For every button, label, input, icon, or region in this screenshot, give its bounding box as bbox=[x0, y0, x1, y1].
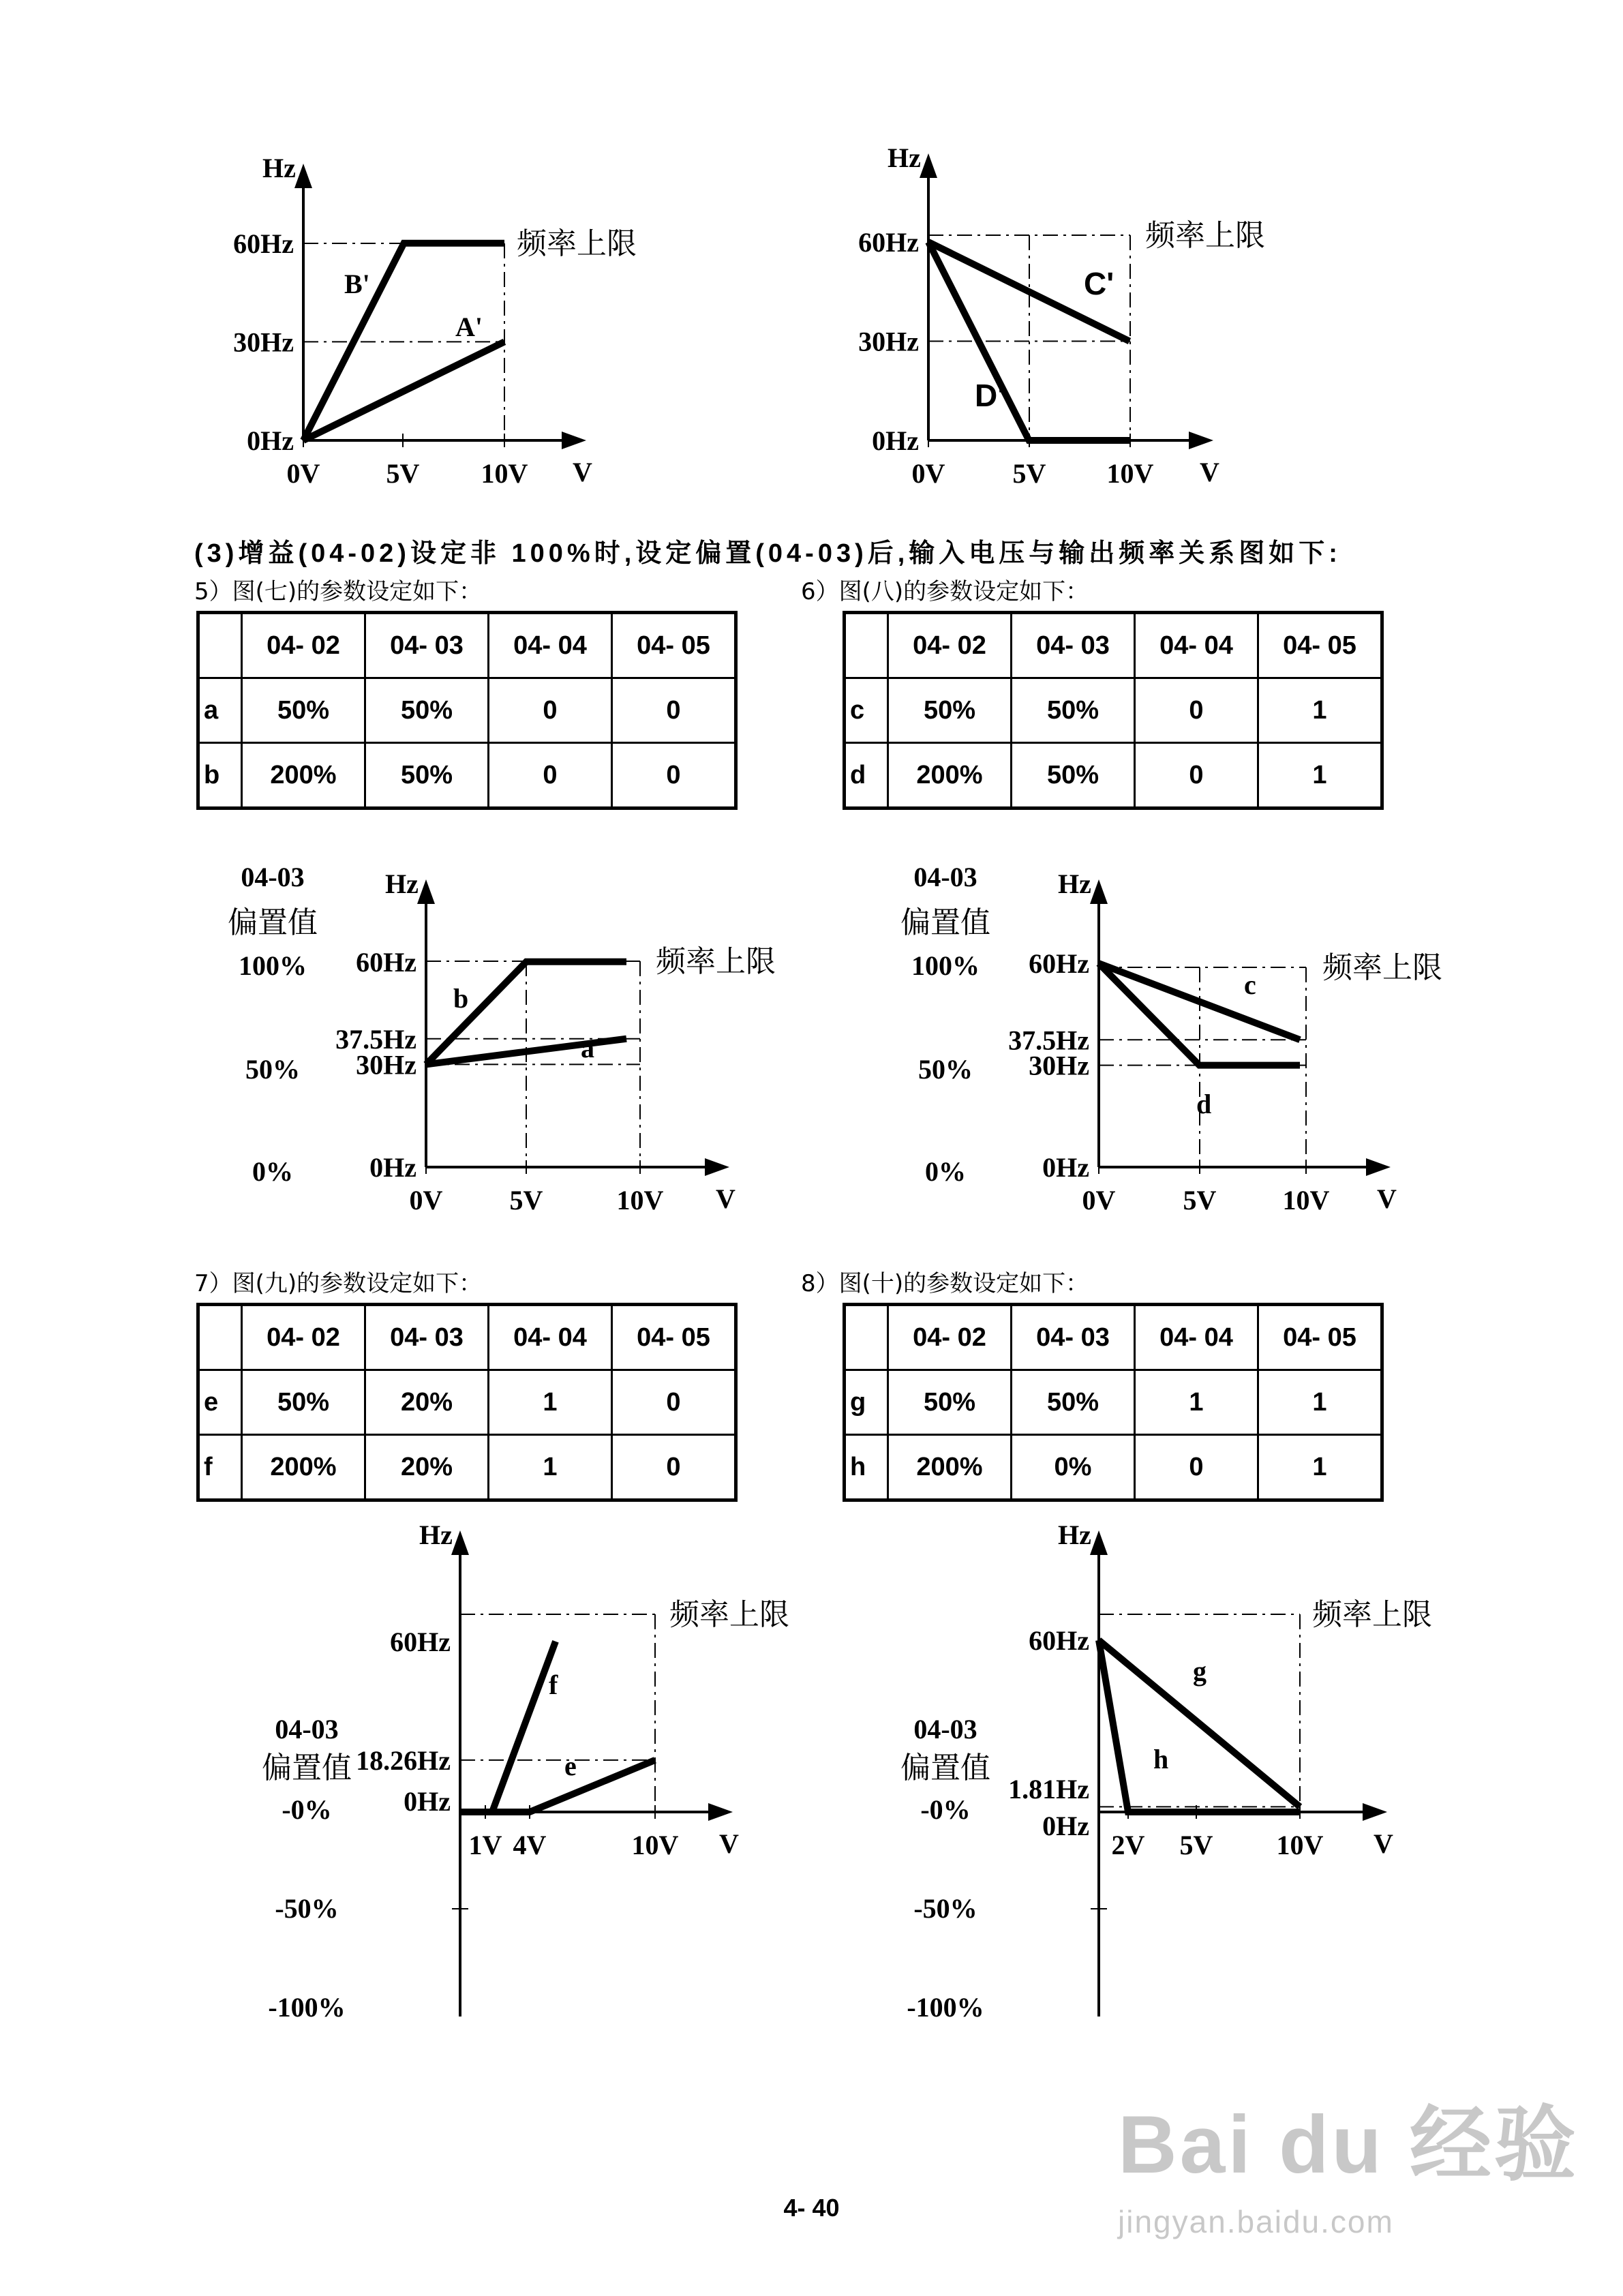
x-tick-label: 10V bbox=[1106, 458, 1154, 489]
table-header-cell: 04- 03 bbox=[1012, 613, 1135, 678]
y-tick-label: 1.81Hz bbox=[1008, 1774, 1089, 1804]
table-cell: 50% bbox=[888, 1370, 1012, 1435]
table-cell: 1 bbox=[489, 1370, 612, 1435]
x-tick-label: 0V bbox=[1082, 1185, 1116, 1215]
x-tick-label: 5V bbox=[386, 458, 420, 489]
series-label: a bbox=[581, 1033, 594, 1063]
table-cell: 1 bbox=[1258, 743, 1382, 809]
table-cell: 20% bbox=[365, 1370, 489, 1435]
bias-title-label: 偏置值 bbox=[900, 905, 990, 940]
y-tick-label: 30Hz bbox=[356, 1049, 416, 1081]
series-label: A' bbox=[455, 312, 483, 342]
bias-title-param: 04-03 bbox=[913, 862, 977, 892]
table-header-cell: 04- 04 bbox=[489, 613, 612, 678]
y-tick-label: 0Hz bbox=[872, 425, 919, 456]
series-label: C' bbox=[1084, 266, 1114, 301]
x-axis-arrow bbox=[1189, 432, 1213, 449]
table-header-cell: 04- 03 bbox=[1012, 1305, 1135, 1370]
table-cell: 0 bbox=[489, 678, 612, 743]
bias-tick-label: -0% bbox=[920, 1794, 971, 1825]
y-axis-arrow bbox=[417, 879, 435, 904]
table-cell: 0 bbox=[1135, 1435, 1258, 1500]
bias-title-param: 04-03 bbox=[913, 1714, 977, 1744]
bias-tick-label: -0% bbox=[282, 1794, 332, 1825]
x-tick-label: 10V bbox=[616, 1185, 664, 1215]
y-axis-label: Hz bbox=[385, 868, 419, 899]
table-cell: 50% bbox=[365, 743, 489, 809]
baidu-watermark bbox=[1118, 2079, 1579, 2240]
y-axis-label: Hz bbox=[419, 1520, 453, 1550]
y-tick-label: 0Hz bbox=[369, 1152, 416, 1183]
table-cell: 200% bbox=[888, 743, 1012, 809]
table-header-cell: 04- 05 bbox=[612, 1305, 736, 1370]
series-label: d bbox=[1196, 1089, 1212, 1119]
table-header-cell: 04- 05 bbox=[1258, 1305, 1382, 1370]
table-row-label: c bbox=[845, 678, 888, 743]
table-header-cell: 04- 02 bbox=[242, 1305, 365, 1370]
series-label: D' bbox=[975, 378, 1005, 413]
x-axis-arrow bbox=[708, 1803, 733, 1821]
bias-title-param: 04-03 bbox=[241, 862, 305, 892]
x-tick-label: 10V bbox=[1282, 1185, 1330, 1215]
table-cell: 200% bbox=[242, 1435, 365, 1500]
x-tick-label: 5V bbox=[1012, 458, 1046, 489]
x-tick-label: 10V bbox=[1276, 1830, 1324, 1860]
x-axis-label: V bbox=[573, 457, 592, 487]
table-cell: 50% bbox=[242, 1370, 365, 1435]
table-cell: 0 bbox=[612, 678, 736, 743]
bias-tick-label: -100% bbox=[268, 1992, 346, 2023]
x-axis-label: V bbox=[716, 1183, 735, 1214]
x-tick-label: 4V bbox=[513, 1830, 547, 1860]
x-axis-label: V bbox=[1374, 1828, 1393, 1859]
y-tick-label: 60Hz bbox=[390, 1626, 451, 1657]
table-header-cell: 04- 02 bbox=[888, 1305, 1012, 1370]
table-caption-fig7: 5）图(七)的参数设定如下： bbox=[194, 578, 483, 605]
table-cell: 200% bbox=[888, 1435, 1012, 1500]
table-cell: 50% bbox=[1012, 678, 1135, 743]
y-axis-arrow bbox=[1090, 1530, 1108, 1555]
x-tick-label: 0V bbox=[911, 458, 945, 489]
x-tick-label: 1V bbox=[468, 1830, 502, 1860]
table-cell: 1 bbox=[1258, 678, 1382, 743]
table-cell: 0 bbox=[612, 1435, 736, 1500]
x-tick-label: 5V bbox=[1183, 1185, 1217, 1215]
frequency-limit-label: 频率上限 bbox=[669, 1597, 789, 1632]
x-axis-arrow bbox=[1366, 1158, 1391, 1176]
frequency-limit-label: 频率上限 bbox=[1322, 950, 1442, 985]
y-axis-label: Hz bbox=[262, 153, 296, 183]
x-tick-label: 5V bbox=[1179, 1830, 1213, 1860]
bias-title-param: 04-03 bbox=[275, 1714, 339, 1744]
table-caption-fig9: 7）图(九)的参数设定如下： bbox=[194, 1270, 483, 1297]
series-label: e bbox=[564, 1751, 577, 1781]
x-tick-label: 2V bbox=[1111, 1830, 1145, 1860]
table-row-label: f bbox=[198, 1435, 242, 1500]
y-tick-label: 30Hz bbox=[1029, 1050, 1089, 1081]
table-cell: 1 bbox=[1135, 1370, 1258, 1435]
table-cell: 50% bbox=[242, 678, 365, 743]
x-axis-arrow bbox=[1363, 1803, 1387, 1821]
table-header-cell: 04- 02 bbox=[888, 613, 1012, 678]
table-cell: 50% bbox=[888, 678, 1012, 743]
y-axis-arrow bbox=[451, 1530, 469, 1555]
series-line-f bbox=[460, 1642, 556, 1812]
table-row-label: b bbox=[198, 743, 242, 809]
series-label: b bbox=[453, 983, 469, 1014]
table-cell: 1 bbox=[489, 1435, 612, 1500]
y-tick-label: 60Hz bbox=[1029, 1625, 1089, 1656]
bias-tick-label: 100% bbox=[911, 950, 980, 981]
series-label: B' bbox=[344, 269, 370, 299]
frequency-limit-label: 频率上限 bbox=[517, 226, 637, 261]
series-label: g bbox=[1193, 1656, 1207, 1687]
table-cell: 0 bbox=[1135, 743, 1258, 809]
table-row-label: d bbox=[845, 743, 888, 809]
x-tick-label: 10V bbox=[481, 458, 528, 489]
table-cell: 200% bbox=[242, 743, 365, 809]
table-row-label: e bbox=[198, 1370, 242, 1435]
y-axis-label: Hz bbox=[1058, 1520, 1091, 1550]
table-cell: 20% bbox=[365, 1435, 489, 1500]
bias-tick-label: -50% bbox=[913, 1893, 977, 1924]
x-tick-label: 0V bbox=[286, 458, 320, 489]
series-label: c bbox=[1244, 969, 1256, 1000]
x-axis-label: V bbox=[1200, 457, 1219, 487]
y-axis-label: Hz bbox=[888, 142, 921, 173]
y-tick-label: 37.5Hz bbox=[1008, 1025, 1089, 1056]
x-tick-label: 5V bbox=[509, 1185, 543, 1215]
bias-tick-label: 50% bbox=[918, 1054, 973, 1085]
table-header-cell: 04- 03 bbox=[365, 613, 489, 678]
y-tick-label: 30Hz bbox=[858, 326, 919, 357]
series-label: h bbox=[1153, 1744, 1169, 1774]
x-axis-arrow bbox=[562, 432, 586, 449]
table-header-cell: 04- 05 bbox=[612, 613, 736, 678]
table-caption-fig10: 8）图(十)的参数设定如下： bbox=[801, 1270, 1089, 1297]
table-header-cell: 04- 05 bbox=[1258, 613, 1382, 678]
table-header-cell: 04- 04 bbox=[489, 1305, 612, 1370]
table-cell: 50% bbox=[1012, 1370, 1135, 1435]
bias-tick-label: -50% bbox=[275, 1893, 339, 1924]
y-tick-label: 0Hz bbox=[1042, 1811, 1089, 1841]
bias-tick-label: 0% bbox=[925, 1156, 966, 1187]
x-axis-label: V bbox=[719, 1828, 739, 1859]
page-number: 4- 40 bbox=[783, 2194, 840, 2222]
table-cell: 1 bbox=[1258, 1435, 1382, 1500]
table-cell: 50% bbox=[1012, 743, 1135, 809]
table-row-label: g bbox=[845, 1370, 888, 1435]
table-cell: 50% bbox=[365, 678, 489, 743]
watermark-url: jingyan.baidu.com bbox=[1118, 2204, 1394, 2239]
table-row-label: h bbox=[845, 1435, 888, 1500]
y-tick-label: 0Hz bbox=[1042, 1152, 1089, 1183]
y-tick-label: 60Hz bbox=[356, 946, 416, 978]
table-cell: 0 bbox=[612, 743, 736, 809]
bias-title-label: 偏置值 bbox=[228, 905, 318, 940]
y-axis-arrow bbox=[1090, 879, 1108, 904]
bias-title-label: 偏置值 bbox=[900, 1751, 990, 1785]
table-cell: 0 bbox=[1135, 678, 1258, 743]
frequency-limit-label: 频率上限 bbox=[1145, 218, 1265, 253]
y-axis-arrow bbox=[920, 153, 937, 178]
table-cell: 0% bbox=[1012, 1435, 1135, 1500]
y-tick-label: 60Hz bbox=[1029, 948, 1089, 980]
table-header-cell: 04- 04 bbox=[1135, 613, 1258, 678]
y-tick-label: 0Hz bbox=[247, 425, 294, 456]
section-title: (3)增益(04-02)设定非 100%时,设定偏置(04-03)后,输入电压与输出频率关系图如下: bbox=[194, 539, 1341, 568]
y-tick-label: 30Hz bbox=[233, 327, 294, 358]
bias-tick-label: 100% bbox=[239, 950, 307, 981]
y-tick-label: 60Hz bbox=[233, 228, 294, 259]
table-row-label: a bbox=[198, 678, 242, 743]
y-axis-arrow bbox=[294, 164, 312, 188]
y-tick-label: 37.5Hz bbox=[335, 1023, 416, 1055]
y-axis-label: Hz bbox=[1058, 868, 1091, 899]
series-label: f bbox=[549, 1670, 558, 1700]
x-axis-arrow bbox=[705, 1158, 729, 1176]
x-axis-label: V bbox=[1377, 1183, 1397, 1214]
y-tick-label: 18.26Hz bbox=[356, 1744, 451, 1776]
y-tick-label: 0Hz bbox=[404, 1786, 451, 1817]
bias-tick-label: -100% bbox=[907, 1992, 984, 2023]
frequency-limit-label: 频率上限 bbox=[1312, 1597, 1432, 1632]
bias-tick-label: 0% bbox=[252, 1156, 293, 1187]
table-cell: 0 bbox=[612, 1370, 736, 1435]
x-tick-label: 10V bbox=[631, 1830, 679, 1860]
table-cell: 0 bbox=[489, 743, 612, 809]
frequency-limit-label: 频率上限 bbox=[656, 944, 776, 979]
table-header-cell: 04- 02 bbox=[242, 613, 365, 678]
bias-title-label: 偏置值 bbox=[262, 1751, 352, 1785]
table-caption-fig8: 6）图(八)的参数设定如下： bbox=[801, 578, 1089, 605]
table-header-cell: 04- 04 bbox=[1135, 1305, 1258, 1370]
x-tick-label: 0V bbox=[409, 1185, 443, 1215]
bias-tick-label: 50% bbox=[245, 1054, 300, 1085]
series-line-Aprime bbox=[303, 342, 504, 440]
y-tick-label: 60Hz bbox=[858, 227, 919, 258]
table-cell: 1 bbox=[1258, 1370, 1382, 1435]
watermark-logo-text: Bai du 经验 bbox=[1118, 2099, 1579, 2190]
table-header-cell: 04- 03 bbox=[365, 1305, 489, 1370]
